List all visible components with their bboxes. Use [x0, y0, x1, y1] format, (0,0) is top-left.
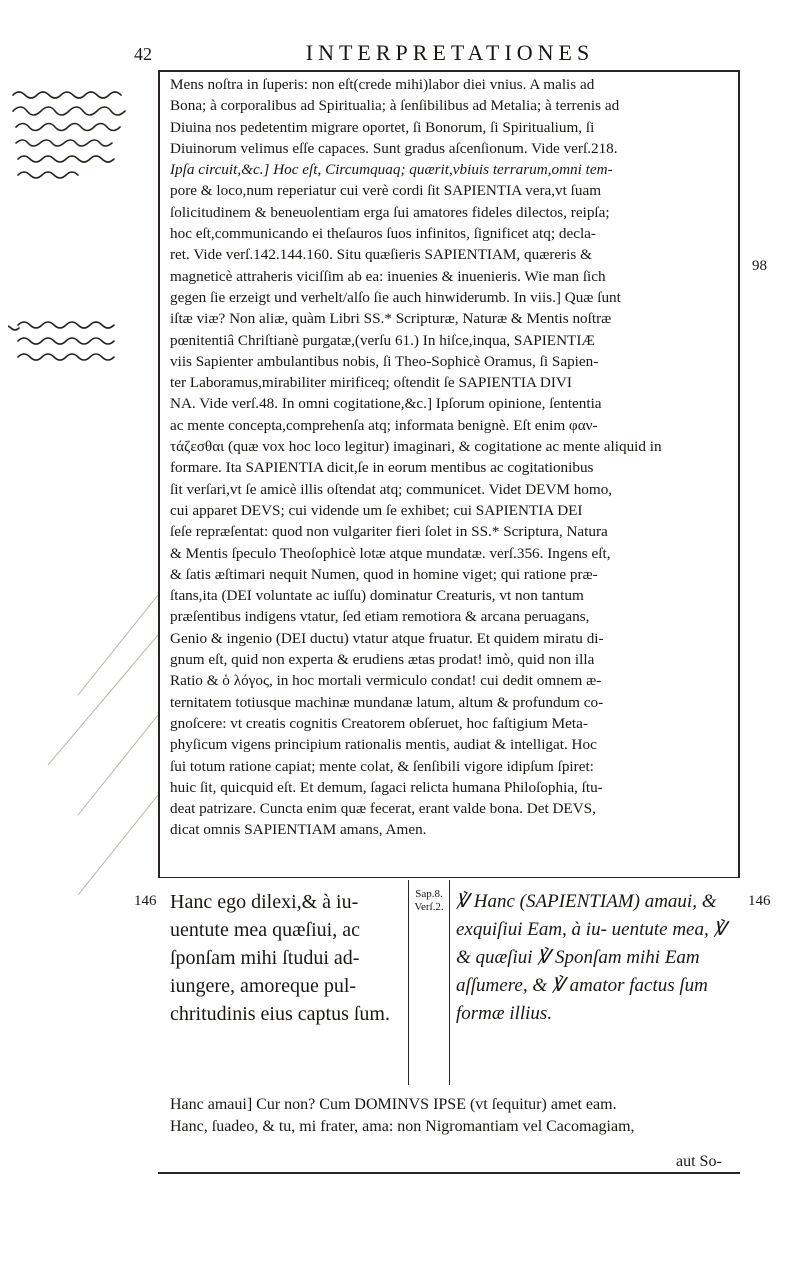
- section-divider: [158, 877, 740, 878]
- main-line: ſit verſari,vt ſe amicè illis oſtendat atq; communicet. Videt DEVM homo,: [170, 480, 613, 498]
- main-line: deat patrizare. Cuncta enim quæ fecerat, erant valde bona. Det DEVS,: [170, 800, 596, 818]
- main-line: huic ſit, quicquid eſt. Et demum, ſagaci relicta humana Philoſophia, ſtu-: [170, 778, 603, 796]
- main-line: Mens noſtra in ſuperis: non eſt(crede mihi)labor diei vnius. A malis ad: [170, 76, 595, 93]
- scripture-reference: Sap.8. Verſ.2.: [414, 888, 444, 913]
- commentary-line-1: Hanc amaui] Cur non? Cum DOMINVS IPSE (vt ſequitur) amet eam.: [170, 1096, 617, 1113]
- page-number: 42: [134, 44, 152, 64]
- main-line: τάζεσθαι (quæ vox hoc loco legitur) imaginari, & cogitatione ac mente aliquid in: [170, 438, 662, 456]
- latin-vulgate-column: Hanc ego dilexi,& à iu- uentute mea quæſiui, ac ſponſam mihi ſtudui ad- iungere, amoreque pul- chritudinis eius captus ſum.: [170, 891, 390, 1025]
- frame-rule-right: [738, 70, 740, 878]
- main-line: gnum eſt, quid non experta & erudiens ætas prodat! imò, quid non illa: [170, 651, 595, 669]
- main-line: & Mentis ſpeculo Theoſophicè lotæ atque mundatæ. verſ.356. Ingens eſt,: [170, 544, 611, 562]
- main-line: ternitatem totiusque machinæ mundanæ latum, altum & profundum co-: [170, 693, 604, 711]
- main-line: ter Laboramus,mirabiliter mirificeq; oſtendit ſe SAPIENTIA DIVI: [170, 374, 572, 392]
- commentary-footer: [170, 1094, 734, 1138]
- main-line: Bona; à corporalibus ad Spiritualia; à ſenſibilibus ad Metalia; à terrenis ad: [170, 97, 620, 115]
- margin-number-right: 98: [752, 258, 767, 274]
- column-rule-left: [408, 880, 409, 1085]
- latin-paraphrase-column: ℣ Hanc (SAPIENTIAM) amaui, & exquiſiui Eam, à iu- uentute mea, ℣ & quæſiui ℣ Sponſam mihi Eam aſſumere, & ℣ amator factus ſum formæ illius.: [456, 891, 727, 1024]
- margin-number-left: 146: [134, 893, 157, 909]
- frame-rule-top: [158, 70, 740, 72]
- marginal-handwriting: [8, 75, 158, 1075]
- main-line: ſtans,ita (DEI voluntate ac iuſſu) dominatur Creaturis, vt non tantum: [170, 587, 584, 605]
- main-line: viis Sapienter ambulantibus nobis, ſi Theo-Sophicè Oramus, ſi Sapien-: [170, 352, 599, 370]
- main-line: formare. Ita SAPIENTIA dicit,ſe in eorum mentibus ac cogitationibus: [170, 459, 594, 477]
- main-line: cui apparet DEVS; cui vidende um ſe exhibet; cui SAPIENTIA DEI: [170, 501, 583, 519]
- main-line: gnoſcere: vt creatis cognitis Creatorem obſeruet, hoc faſtigium Meta-: [170, 714, 588, 732]
- commentary-line-2: Hanc, ſuadeo, & tu, mi frater, ama: non Nigromantiam vel Cacomagiam,: [170, 1118, 635, 1135]
- main-line: magneticè attraheris viciſſim ab ea: inuenies & inuenieris. Wie man ſich: [170, 267, 606, 285]
- frame-rule-bottom: [158, 1172, 740, 1174]
- main-line: phyſicum vigens principium rationalis mentis, audiat & intelligat. Hoc: [170, 736, 597, 754]
- main-line: & ſatis æſtimari nequit Numen, quod in homine viget; qui ratione præ-: [170, 565, 598, 583]
- running-head: INTERPRETATIONES: [305, 40, 595, 65]
- main-line: dicat omnis SAPIENTIAM amans, Amen.: [170, 821, 427, 839]
- column-rule-right: [449, 880, 450, 1085]
- catchword: aut So-: [676, 1153, 722, 1170]
- main-line: Diuinorum velimus eſſe capaces. Sunt gradus aſcenſionum. Vide verſ.218.: [170, 139, 618, 157]
- main-line: Genio & ingenio (DEI ductu) vtatur atque fruatur. Et quidem miratu di-: [170, 629, 604, 647]
- main-line: pœnitentiâ Chriſtianè purgatæ,(verſu 61.) In hiſce,inqua, SAPIENTIÆ: [170, 331, 595, 349]
- main-line: pore & loco,num reperiatur cui verè cordi ſit SAPIENTIA vera,vt ſuam: [170, 182, 602, 200]
- margin-number-right-2: 146: [748, 893, 771, 909]
- main-line: Ipſa circuit,&c.] Hoc eſt, Circumquaq; quærit,vbiuis terrarum,omni tem-: [170, 161, 613, 179]
- frame-rule-left: [158, 70, 160, 878]
- main-line: præſentibus indigens vtatur, ſed etiam remotiora & arcana peruagans,: [170, 608, 590, 626]
- main-line: ac mente concepta,comprehenſa atq; informata benignè. Eſt enim φαν-: [170, 416, 598, 434]
- main-line: ſolicitudinem & beneuolentiam erga ſui amatores fideles dilectos, reipſa;: [170, 203, 610, 221]
- main-line: Diuina nos pedetentim migrare oportet, ſi Bonorum, ſi Spiritualium, ſi: [170, 118, 595, 136]
- main-text: [170, 74, 734, 841]
- main-line: Ratio & ὁ λόγος, in hoc mortali vermiculo condat! cui dedit omnem æ-: [170, 672, 602, 690]
- main-line: ſui totum ratione capiat; mente colat, & ſenſibili vigore idipſum ſpiret:: [170, 757, 594, 775]
- main-line: gegen ſie erzeigt und verhelt/alſo ſie auch hinwiderumb. In viis.] Quæ ſunt: [170, 288, 621, 306]
- main-line: ſeſe repræſentat: quod non vulgariter fieri ſolet in SS.* Scriptura, Natura: [170, 523, 608, 541]
- main-line: iſtæ viæ? Non aliæ, quàm Libri SS.* Scripturæ, Naturæ & Mentis noſtræ: [170, 310, 612, 328]
- main-line: ret. Vide verſ.142.144.160. Situ quæſieris SAPIENTIAM, quæreris &: [170, 246, 592, 264]
- main-line: hoc eſt,communicando ei theſauros ſuos infinitos, ſignificet atq; decla-: [170, 225, 596, 243]
- main-line: NA. Vide verſ.48. In omni cogitatione,&c.] Ipſorum opinione, ſententia: [170, 395, 602, 413]
